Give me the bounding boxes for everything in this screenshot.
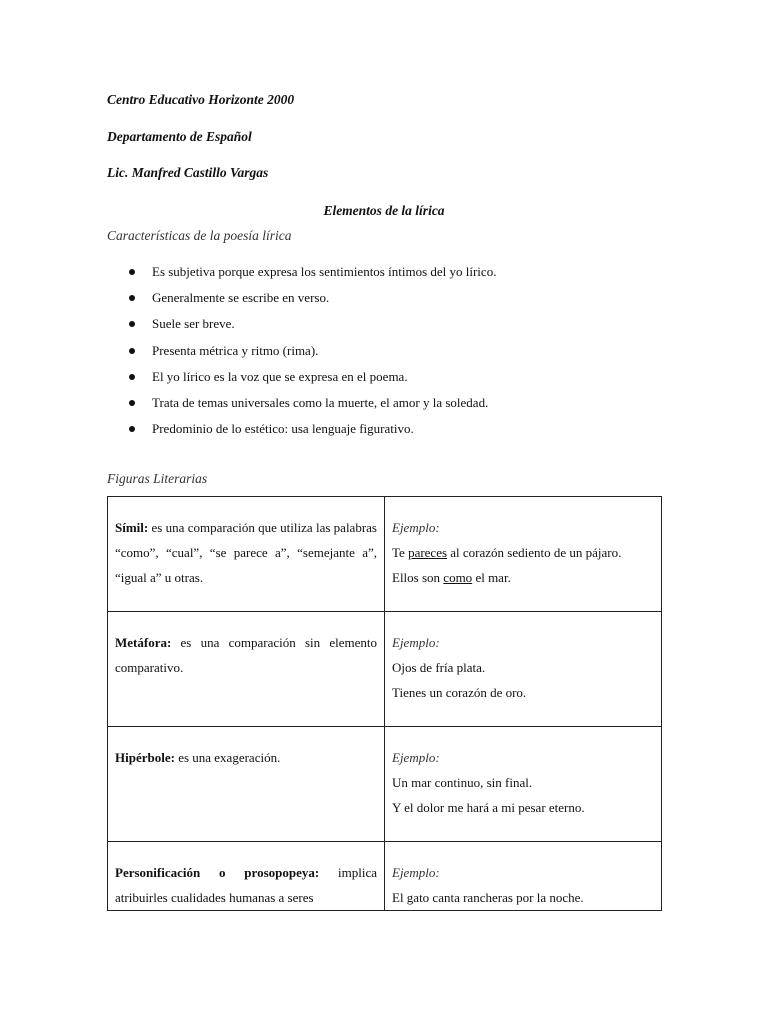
figures-heading: Figuras Literarias — [107, 471, 208, 486]
example-label: Ejemplo: — [392, 750, 440, 765]
term-label: Hipérbole: — [115, 750, 175, 765]
table-row — [108, 612, 662, 727]
bullet-icon — [129, 426, 135, 432]
example-line: El gato canta rancheras por la noche. — [392, 890, 584, 905]
definition-text: implica atribuirles cualidades humanas a seres — [115, 865, 377, 905]
school-name: Centro Educativo Horizonte 2000 — [107, 92, 295, 107]
definition-text: es una comparación sin elemento comparativo. — [115, 635, 377, 675]
list-item: Predominio de lo estético: usa lenguaje figurativo. — [107, 419, 667, 445]
definition-text: es una exageración. — [174, 750, 281, 765]
example-line: Ellos son como el mar. — [392, 570, 511, 585]
characteristics-heading: Características de la poesía lírica — [107, 228, 292, 243]
table-row — [108, 497, 662, 612]
definition-cell — [108, 842, 385, 911]
definition-text: es una comparación que utiliza las palabras “como”, “cual”, “se parece a”, “semejante a”, “igual a” u otras. — [115, 520, 377, 585]
term-label: Símil: — [115, 520, 149, 535]
example-line: Te pareces al corazón sediento de un pájaro. — [392, 545, 622, 560]
teacher-name: Lic. Manfred Castillo Vargas — [107, 165, 269, 180]
definition-cell — [108, 497, 385, 612]
bullet-icon — [129, 348, 135, 354]
table-row — [108, 727, 662, 842]
document-title: Elementos de la lírica — [323, 203, 445, 218]
bullet-icon — [129, 400, 135, 406]
list-item: Trata de temas universales como la muerte, el amor y la soledad. — [107, 393, 667, 419]
bullet-icon — [129, 321, 135, 327]
figures-table — [107, 496, 662, 911]
table-row — [108, 842, 662, 911]
list-item: Generalmente se escribe en verso. — [107, 288, 667, 314]
example-cell — [385, 842, 662, 911]
example-label: Ejemplo: — [392, 520, 440, 535]
example-line: Y el dolor me hará a mi pesar eterno. — [392, 800, 585, 815]
example-label: Ejemplo: — [392, 865, 440, 880]
list-item: Suele ser breve. — [107, 314, 667, 340]
example-cell — [385, 612, 662, 727]
bullet-icon — [129, 269, 135, 275]
term-label: Personificación o prosopopeya: — [115, 865, 320, 880]
characteristics-list — [107, 262, 667, 445]
example-line: Tienes un corazón de oro. — [392, 685, 527, 700]
term-label: Metáfora: — [115, 635, 172, 650]
bullet-icon — [129, 295, 135, 301]
department-name: Departamento de Español — [107, 129, 252, 144]
example-line: Ojos de fría plata. — [392, 660, 486, 675]
example-cell — [385, 727, 662, 842]
list-item: Presenta métrica y ritmo (rima). — [107, 341, 667, 367]
list-item: Es subjetiva porque expresa los sentimientos íntimos del yo lírico. — [107, 262, 667, 288]
definition-cell — [108, 727, 385, 842]
bullet-icon — [129, 374, 135, 380]
list-item: El yo lírico es la voz que se expresa en el poema. — [107, 367, 667, 393]
example-label: Ejemplo: — [392, 635, 440, 650]
example-line: Un mar continuo, sin final. — [392, 775, 533, 790]
example-cell — [385, 497, 662, 612]
definition-cell — [108, 612, 385, 727]
